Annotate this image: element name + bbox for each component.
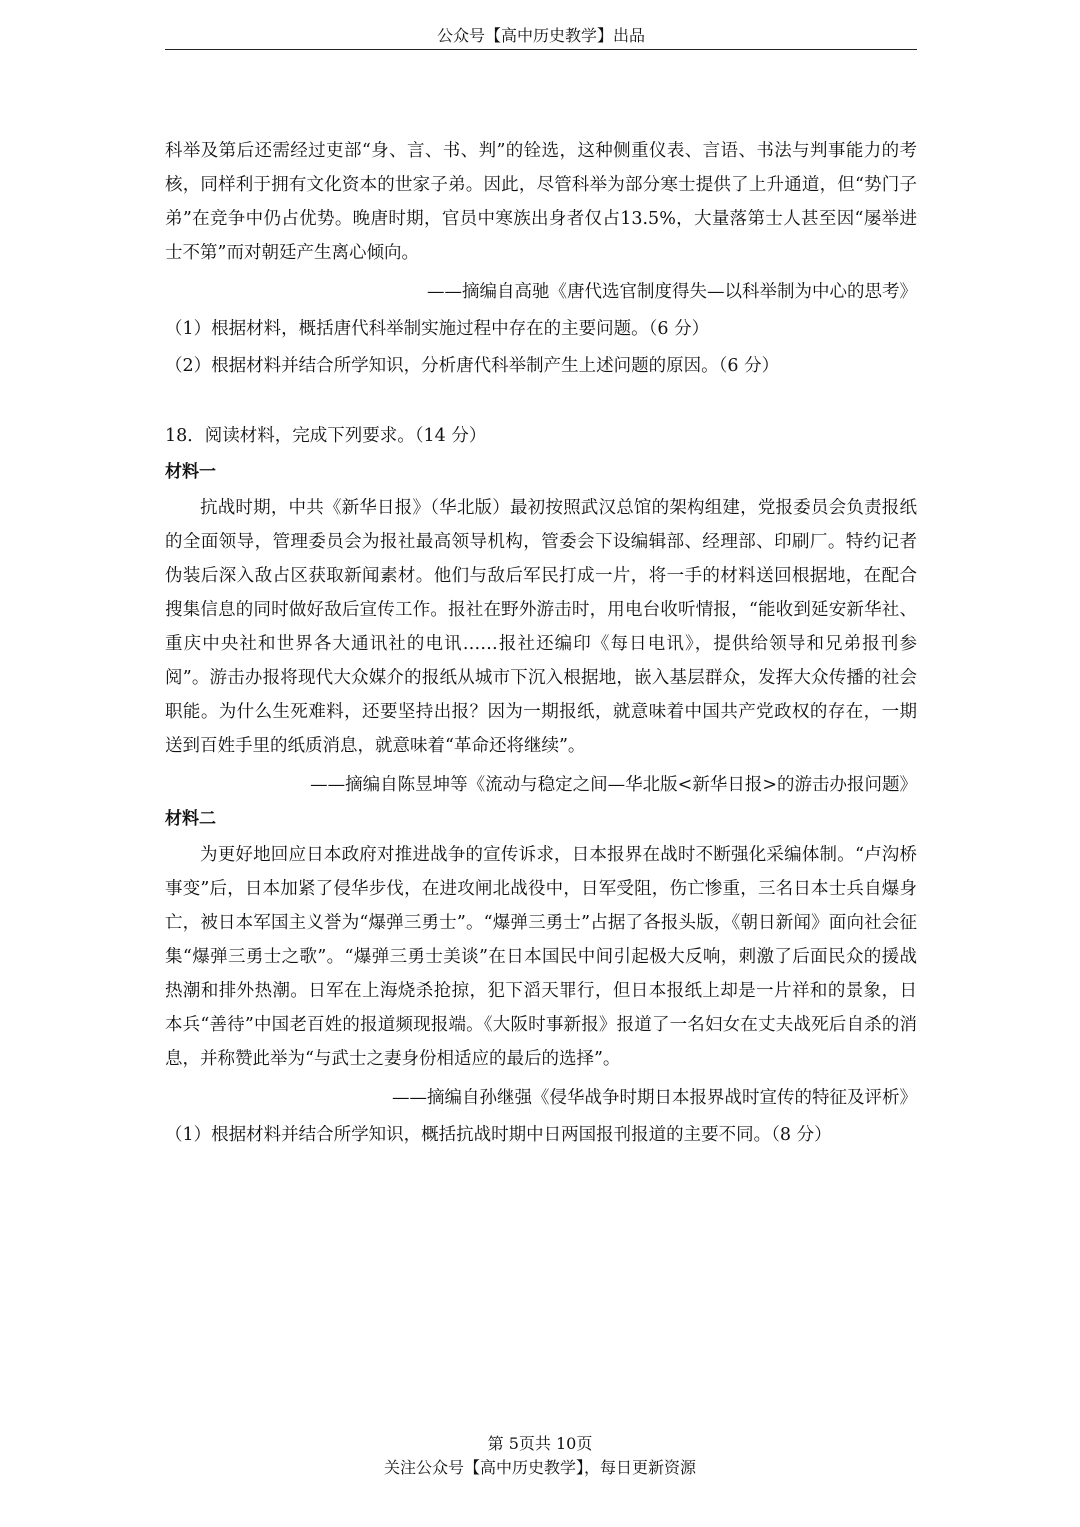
q18-material1-text: 抗战时期，中共《新华日报》（华北版）最初按照武汉总馆的架构组建，党报委员会负责报纸的全面领导，管理委员会为报社最高领导机构，管委会下设编辑部、经理部、印刷厂。特约记者伪装后深入敌占区获取新闻素材。他们与敌后军民打成一片，将一手的材料送回根据地，在配合搜集信息的同时做好敌后宣传工作。报社在野外游击时，用电台收听情报，“能收到延安新华社、重庆中央社和世界各大通讯社的电讯……报社还编印《每日电讯》，提供给领导和兄弟报刊参阅”。游击办报将现代大众媒介的报纸从城市下沉入根据地，嵌入基层群众，发挥大众传播的社会职能。为什么生死难料，还要坚持出报？因为一期报纸，就意味着中国共产党政权的存在，一期送到百姓手里的纸质消息，就意味着“革命还将继续”。 <box>165 498 917 756</box>
q18-material1-source: ——摘编自陈昱坤等《流动与稳定之间—华北版<新华日报>的游击办报问题》 <box>310 775 917 795</box>
q18-subquestion-1: （1）根据材料并结合所学知识，概括抗战时期中日两国报刊报道的主要不同。（8 分） <box>165 1125 832 1145</box>
page-content <box>165 134 917 1152</box>
q18-material2-text: 为更好地回应日本政府对推进战争的宣传诉求，日本报界在战时不断强化采编体制。“卢沟桥事变”后，日本加紧了侵华步伐，在进攻闸北战役中，日军受阻，伤亡惨重，三名日本士兵自爆身亡，被日本军国主义誉为“爆弹三勇士”。“爆弹三勇士”占据了各报头版，《朝日新闻》面向社会征集“爆弹三勇士之歌”。“爆弹三勇士美谈”在日本国民中间引起极大反响，刺激了后面民众的援战热潮和排外热潮。日军在上海烧杀抢掠，犯下滔天罪行，但日本报纸上却是一片祥和的景象，日本兵“善待”中国老百姓的报道频现报端。《大阪时事新报》报道了一名妇女在丈夫战死后自杀的消息，并称赞此举为“与武士之妻身份相适应的最后的选择”。 <box>165 845 917 1069</box>
q17-material-continuation: 科举及第后还需经过吏部“身、言、书、判”的铨选，这种侧重仪表、言语、书法与判事能力的考核，同样利于拥有文化资本的世家子弟。因此，尽管科举为部分寒士提供了上升通道，但“势门子弟”在竞争中仍占优势。晚唐时期，官员中寒族出身者仅占13.5%，大量落第士人甚至因“屡举进士不第”而对朝廷产生离心倾向。 <box>165 141 917 263</box>
q17-subquestion-1: （1）根据材料，概括唐代科举制实施过程中存在的主要问题。（6 分） <box>165 319 710 339</box>
q18-heading: 18．阅读材料，完成下列要求。（14 分） <box>165 426 487 446</box>
page-header <box>165 22 917 50</box>
q18-material2-title: 材料二 <box>165 809 216 829</box>
footer-promo: 关注公众号【高中历史教学】，每日更新资源 <box>383 1458 696 1477</box>
page-number: 第 5页共 10页 <box>487 1434 593 1453</box>
header-text: 公众号【高中历史教学】出品 <box>436 26 645 45</box>
q17-source: ——摘编自高驰《唐代选官制度得失—以科举制为中心的思考》 <box>427 282 917 302</box>
q18-material2-source: ——摘编自孙继强《侵华战争时期日本报界战时宣传的特征及评析》 <box>392 1088 917 1108</box>
q17-subquestion-2: （2）根据材料并结合所学知识，分析唐代科举制产生上述问题的原因。（6 分） <box>165 356 780 376</box>
q18-material1-title: 材料一 <box>165 462 216 482</box>
page-footer <box>0 1432 1080 1480</box>
